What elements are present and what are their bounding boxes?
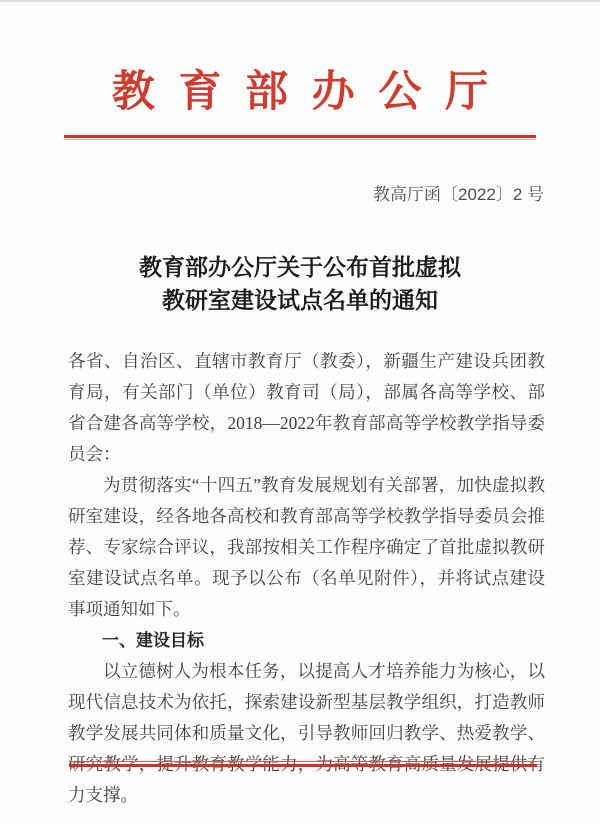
document-number: 教高厅函〔2022〕2 号 — [373, 185, 544, 204]
footer-double-rule — [69, 761, 537, 767]
document-body — [0, 346, 600, 811]
notice-title — [0, 251, 600, 317]
masthead-double-rule — [64, 135, 536, 140]
addressee-paragraph: 各省、自治区、直辖市教育厅（教委），新疆生产建设兵团教育局，有关部门（单位）教育司（局），部属各高等学校、部省合建各高等学校，2018—2022年教育部高等学校教学指导委员会： — [68, 351, 545, 464]
section-1-heading: 一、建设目标 — [102, 631, 204, 650]
notice-title-line2: 教研室建设试点名单的通知 — [162, 288, 438, 313]
section-1-paragraph: 以立德树人为根本任务，以提高人才培养能力为核心，以现代信息技术为依托，探索建设新型基层教学组织，打造教师教学发展共同体和质量文化，引导教师回归教学、热爱教学、研究教学，提升教育教学能力，为高等教育高质量发展提供有力支撑。 — [68, 661, 545, 805]
intro-paragraph: 为贯彻落实“十四五”教育发展规划有关部署，加快虚拟教研室建设，经各地各高校和教育部高等学校教学指导委员会推荐、专家综合评议，我部按相关工作程序确定了首批虚拟教研室建设试点名单。现予以公布（名单见附件），并将试点建设事项通知如下。 — [68, 475, 545, 619]
agency-masthead: 教育部办公厅 — [111, 69, 512, 116]
notice-title-line1: 教育部办公厅关于公布首批虚拟 — [139, 255, 461, 280]
